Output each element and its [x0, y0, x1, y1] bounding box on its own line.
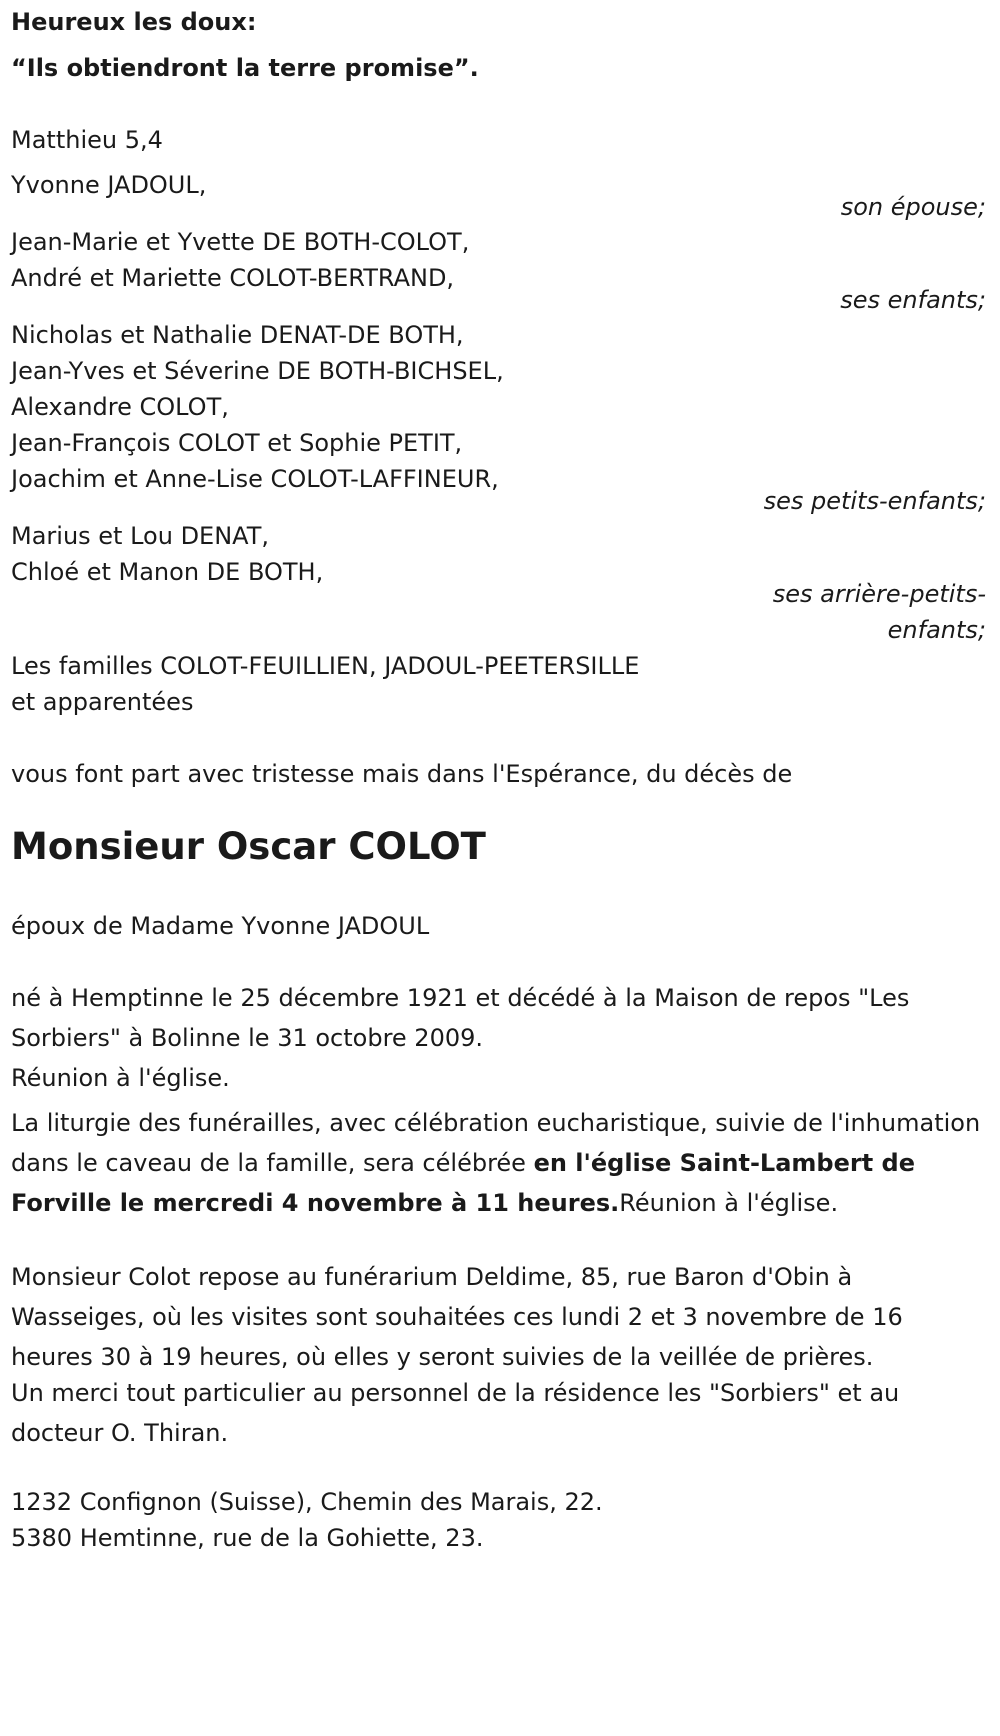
grandchild-name: Alexandre COLOT,: [11, 393, 229, 421]
quote-line-2: “Ils obtiendront la terre promise”.: [11, 54, 479, 82]
deceased-name: Monsieur Oscar COLOT: [11, 825, 486, 868]
grandchild-name: Jean-Yves et Séverine DE BOTH-BICHSEL,: [11, 357, 504, 385]
birth-death-paragraph: né à Hemptinne le 25 décembre 1921 et décédé à la Maison de repos "Les Sorbiers" à Bolinne le 31 octobre 2009.: [11, 984, 910, 1052]
spouse-role: son épouse;: [840, 193, 986, 221]
address-line: 5380 Hemtinne, rue de la Gohiette, 23.: [11, 1524, 484, 1552]
funerarium-paragraph: Monsieur Colot repose au funérarium Deldime, 85, rue Baron d'Obin à Wasseiges, où les visites sont souhaitées ces lundi 2 et 3 novembre de 16 heures 30 à 19 heures, où elles y seront suivies de la veillée de prières.: [11, 1263, 903, 1371]
quote-line-1: Heureux les doux:: [11, 8, 257, 36]
great-grandchild-name: Marius et Lou DENAT,: [11, 522, 270, 550]
grandchild-name: Joachim et Anne-Lise COLOT-LAFFINEUR,: [11, 465, 499, 493]
address-line: 1232 Confignon (Suisse), Chemin des Marais, 22.: [11, 1488, 603, 1516]
liturgy-location-date: en l'église Saint-Lambert de Forville le mercredi 4 novembre à 11 heures.: [11, 1149, 915, 1217]
children-role: ses enfants;: [840, 286, 986, 314]
spouse-name: Yvonne JADOUL,: [11, 171, 207, 199]
child-name: André et Mariette COLOT-BERTRAND,: [11, 264, 455, 292]
liturgy-paragraph: [11, 1103, 991, 1223]
liturgy-text: La liturgie des funérailles, avec célébration eucharistique, suivie de l'inhumation dans le caveau de la famille, sera célébrée: [11, 1109, 981, 1177]
other-families: et apparentées: [11, 688, 194, 716]
reunion-paragraph: Réunion à l'église.: [11, 1064, 230, 1092]
other-families: Les familles COLOT-FEUILLIEN, JADOUL-PEETERSILLE: [11, 652, 640, 680]
spouse-of: époux de Madame Yvonne JADOUL: [11, 912, 430, 940]
great-grandchildren-role-line-1: ses arrière-petits-: [772, 580, 986, 608]
announcement: vous font part avec tristesse mais dans l'Espérance, du décès de: [11, 760, 793, 788]
grandchild-name: Nicholas et Nathalie DENAT-DE BOTH,: [11, 321, 464, 349]
thanks-paragraph: Un merci tout particulier au personnel de la résidence les "Sorbiers" et au docteur O. Thiran.: [11, 1379, 900, 1447]
great-grandchildren-role-line-2: enfants;: [887, 616, 986, 644]
grandchild-name: Jean-François COLOT et Sophie PETIT,: [11, 429, 463, 457]
grandchildren-role: ses petits-enfants;: [763, 487, 986, 515]
great-grandchild-name: Chloé et Manon DE BOTH,: [11, 558, 324, 586]
child-name: Jean-Marie et Yvette DE BOTH-COLOT,: [11, 228, 470, 256]
liturgy-reunion: Réunion à l'église.: [619, 1189, 839, 1217]
quote-reference: Matthieu 5,4: [11, 126, 163, 154]
